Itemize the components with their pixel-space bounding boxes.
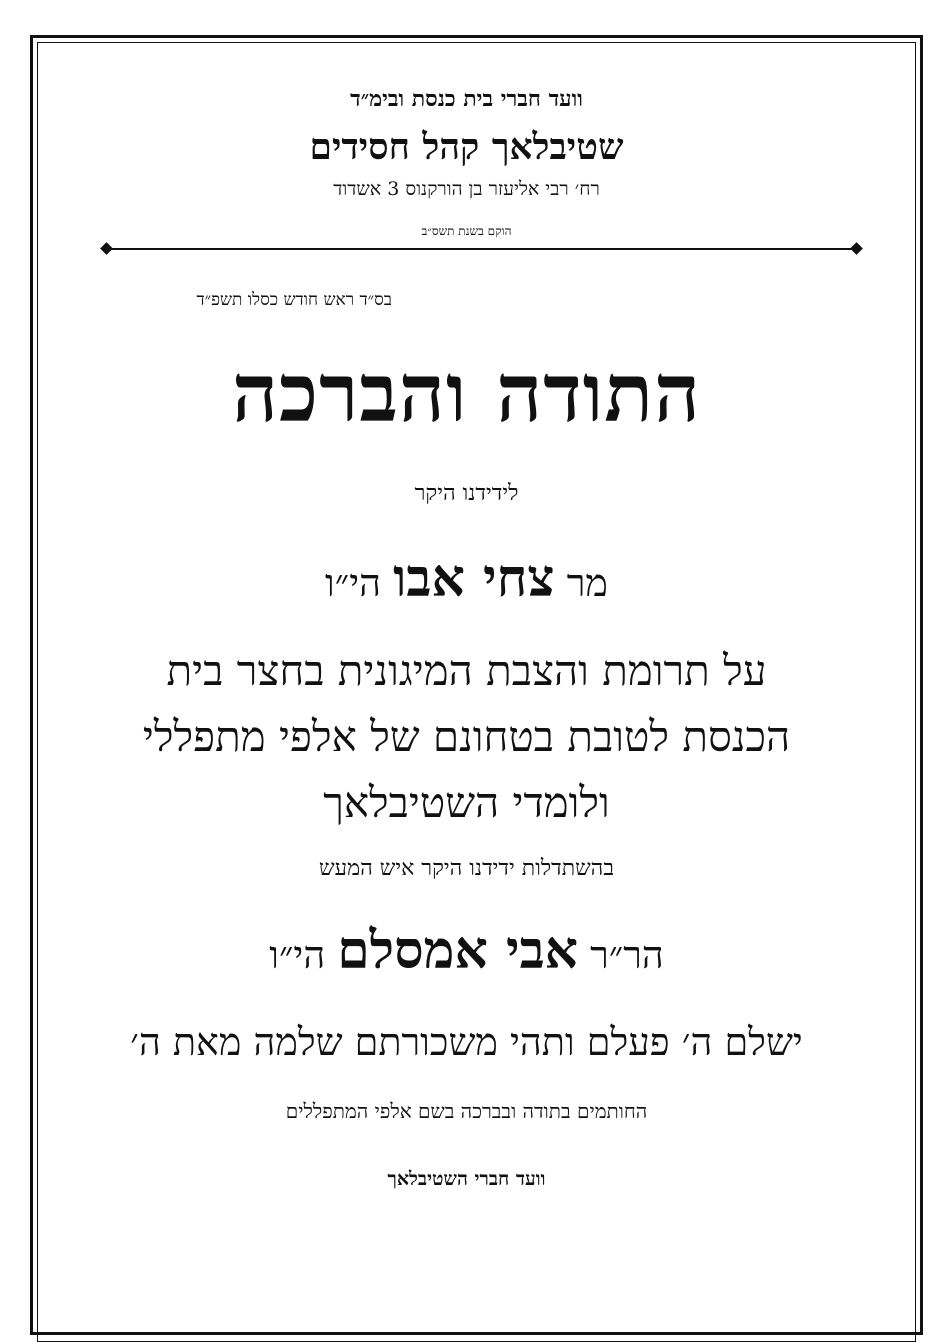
community-name: שטיבלאך קהל חסידים bbox=[309, 126, 624, 168]
signers-line: החותמים בתודה ובברכה בשם אלפי המתפללים bbox=[285, 1099, 648, 1123]
dedication-line-1: על תרומת והצבת המיגונית בחצר בית bbox=[166, 646, 767, 695]
blessing-line: ישלם ה׳ פעלם ותהי משכורתם שלמה מאת ה׳ bbox=[130, 1020, 803, 1064]
committee-heading: וועד חברי בית כנסת ובימ״ד bbox=[350, 86, 583, 112]
honoree-suffix: הי״ו bbox=[325, 561, 382, 605]
dedication-line-3: ולומדי השטיבלאך bbox=[323, 778, 610, 827]
facilitator-prefix: הר״ר bbox=[590, 933, 664, 977]
facilitation-line: בהשתדלות ידידנו היקר איש המעש bbox=[319, 856, 614, 881]
main-title: התודה והברכה bbox=[231, 346, 702, 440]
dedication-line-2: הכנסת לטובת בטחונם של אלפי מתפללי bbox=[142, 712, 791, 761]
header-divider bbox=[107, 248, 857, 250]
honoree-name: צחי אבו bbox=[393, 548, 555, 609]
founded-line: הוקם בשנת תשס״ב bbox=[421, 224, 512, 238]
facilitator-line bbox=[0, 920, 933, 981]
honoree-line bbox=[0, 548, 933, 609]
greeting-line: לידידנו היקר bbox=[414, 481, 519, 506]
honoree-prefix: מר bbox=[566, 561, 608, 605]
letter-date: בס״ד ראש חודש כסלו תשפ״ד bbox=[196, 290, 392, 310]
signature-line: וועד חברי השטיבלאך bbox=[387, 1168, 546, 1190]
address-line: רח׳ רבי אליעזר בן הורקנוס 3 אשדוד bbox=[333, 178, 600, 200]
facilitator-name: אבי אמסלם bbox=[337, 920, 579, 981]
facilitator-suffix: הי״ו bbox=[269, 933, 326, 977]
